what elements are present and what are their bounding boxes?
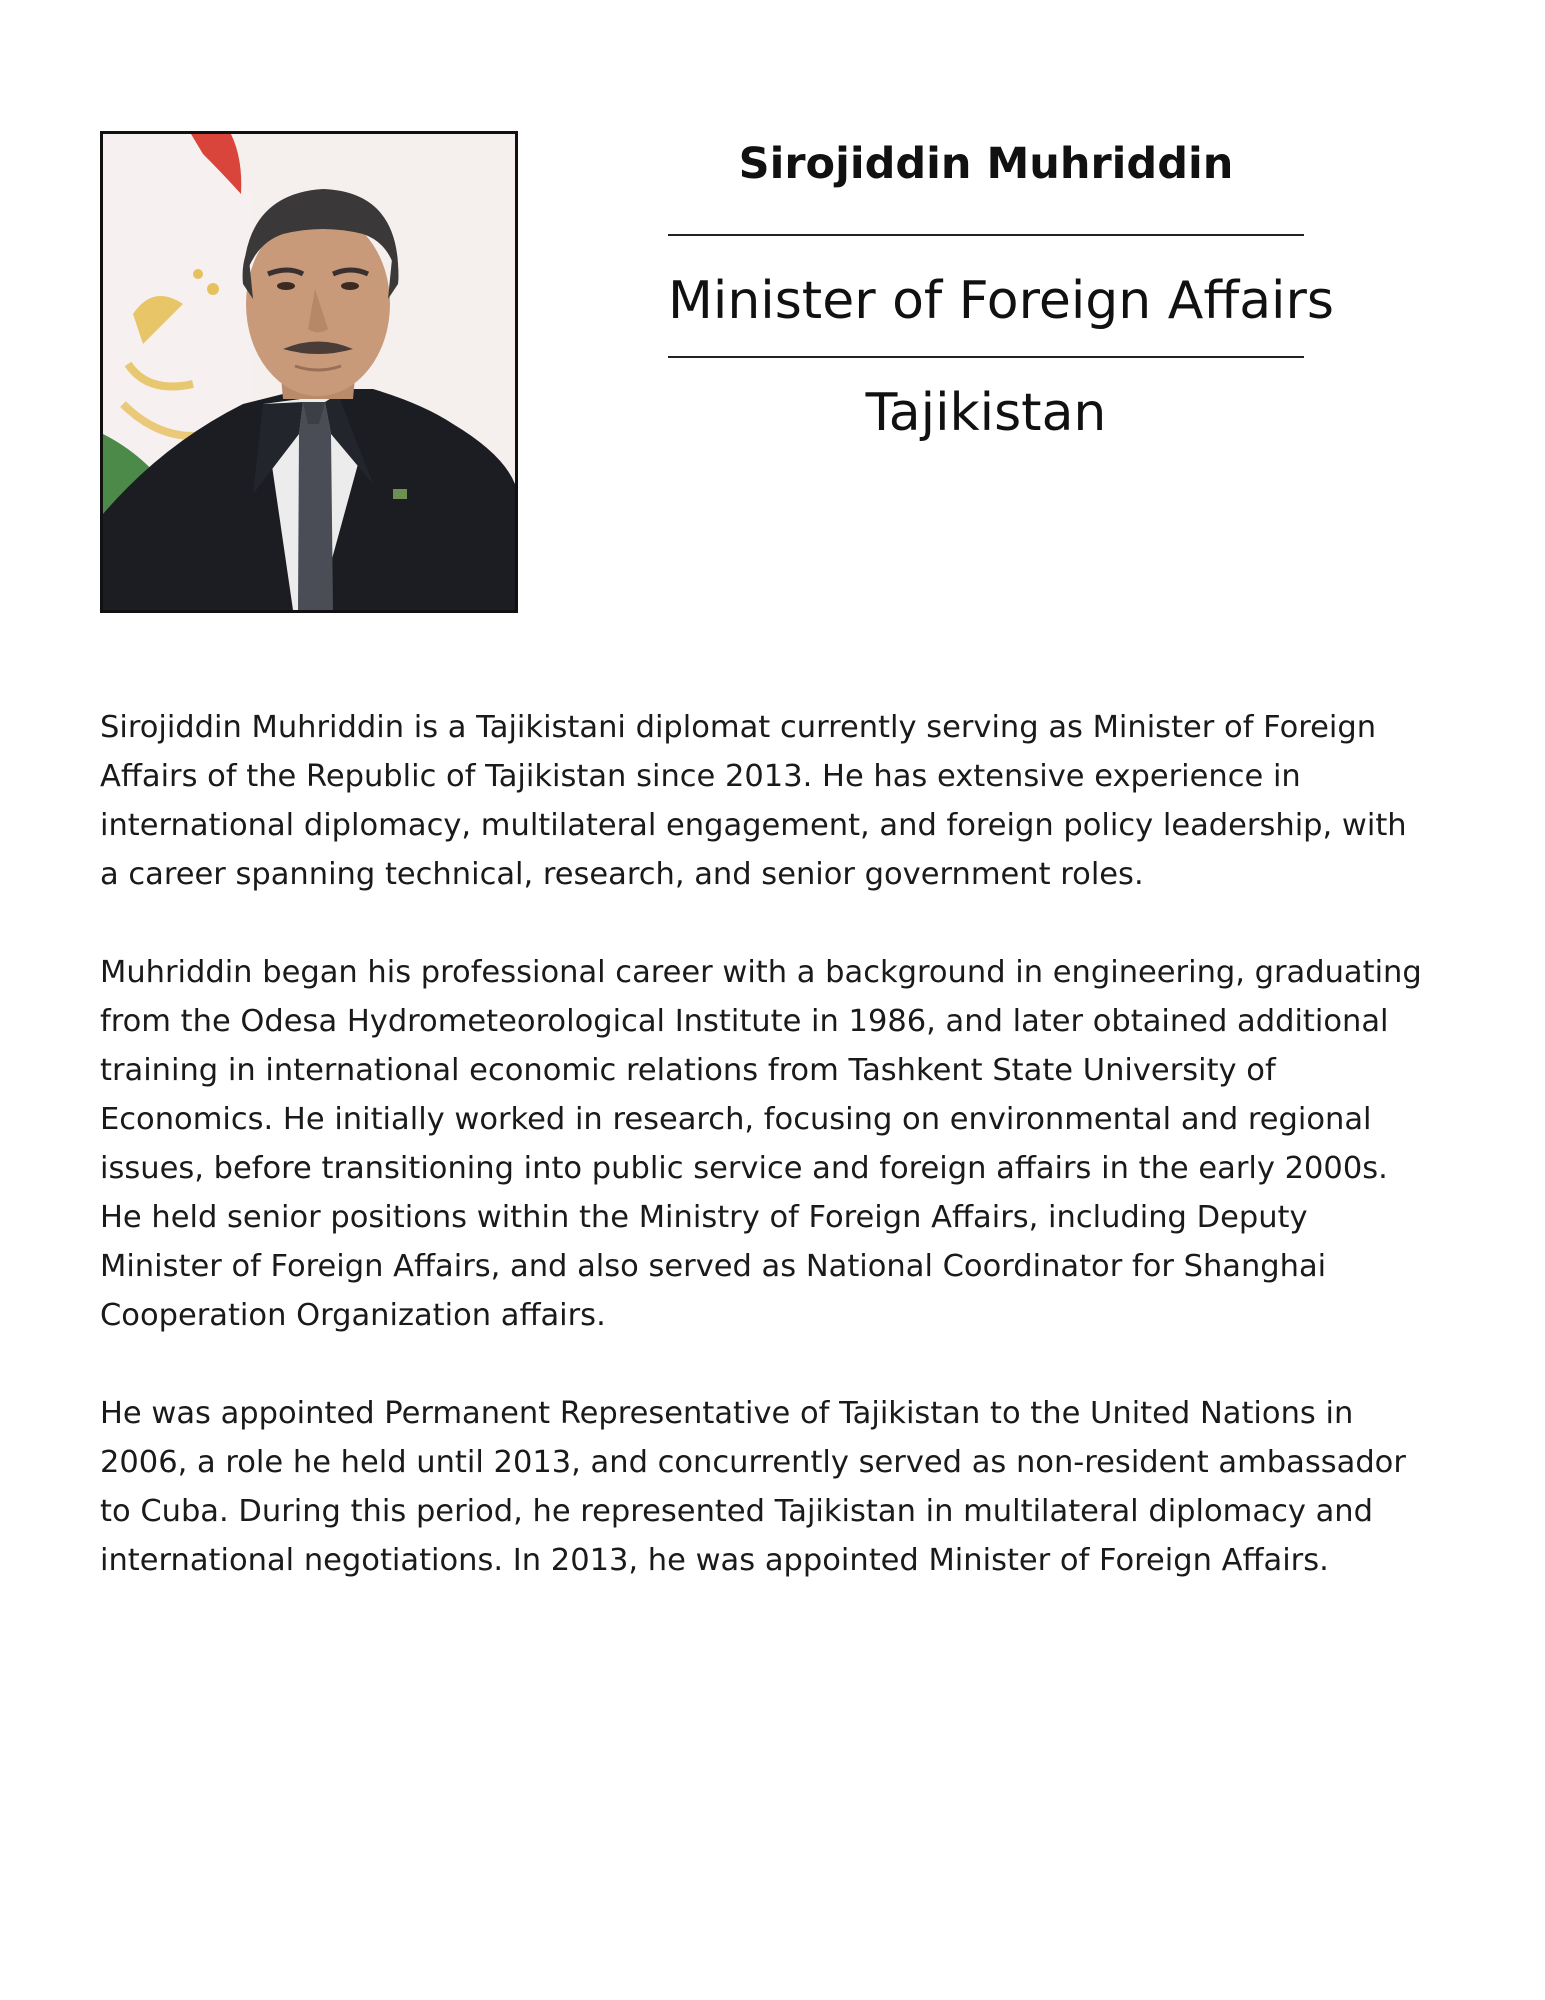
person-country: Tajikistan — [865, 383, 1107, 443]
portrait-photo — [100, 131, 518, 613]
portrait-illustration — [103, 134, 515, 610]
person-name: Sirojiddin Muhriddin — [738, 139, 1234, 189]
biography — [100, 703, 1480, 1634]
divider-line — [668, 356, 1304, 358]
bio-paragraph: Muhriddin began his professional career with a background in engineering, graduating from the Odesa Hydrometeorological Institute in 1986, and later obtained additional training in international economic relations from Tashkent State University of Economics. He initially worked in research, focusing on environmental and regional issues, before transitioning into public service and foreign affairs in the early 2000s. He held senior positions within the Ministry of Foreign Affairs, including Deputy Minister of Foreign Affairs, and also served as National Coordinator for Shanghai Cooperation Organization affairs. — [100, 955, 1422, 1333]
bio-paragraph: Sirojiddin Muhriddin is a Tajikistani diplomat currently serving as Minister of Foreign Affairs of the Republic of Tajikistan since 2013. He has extensive experience in international diplomacy, multilateral engagement, and foreign policy leadership, with a career spanning technical, research, and senior government roles. — [100, 710, 1407, 892]
divider-line — [668, 234, 1304, 236]
profile-header — [668, 128, 1334, 448]
bio-paragraph: He was appointed Permanent Representative of Tajikistan to the United Nations in 2006, a role he held until 2013, and concurrently served as non-resident ambassador to Cuba. During this period, he represented Tajikistan in multilateral diplomacy and international negotiations. In 2013, he was appointed Minister of Foreign Affairs. — [100, 1396, 1406, 1578]
person-role: Minister of Foreign Affairs — [668, 271, 1334, 331]
lapel-pin-icon — [393, 489, 407, 499]
